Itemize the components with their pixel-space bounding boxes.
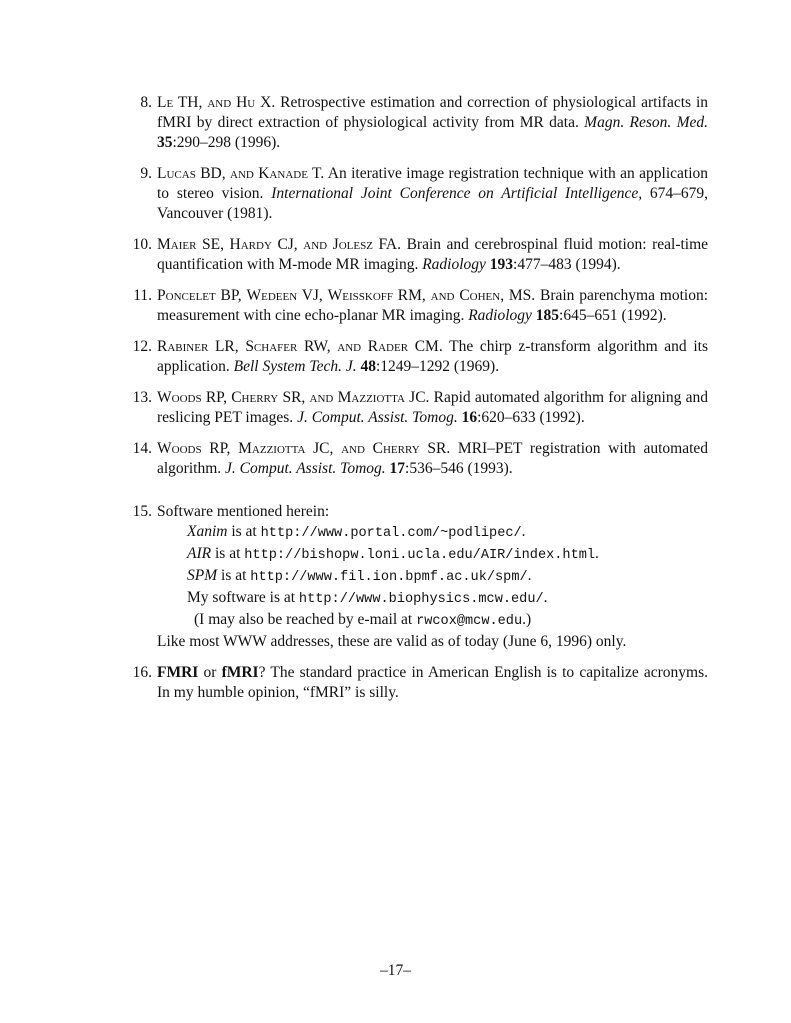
reference-authors: Rabiner LR, Schafer RW, and Rader CM. [157, 338, 443, 355]
reference-title: The chirp z-transform algorithm and its application. [157, 338, 708, 375]
software-url[interactable]: http://bishopw.loni.ucla.edu/AIR/index.html [244, 548, 596, 563]
reference-authors: Woods RP, Mazziotta JC, and Cherry SR. [157, 440, 451, 457]
reference-number: 8. [140, 94, 152, 111]
reference-number: 15. [132, 503, 152, 520]
reference-16: 16. FMRI or fMRI? The standard practice in American English is to capitalize acronyms. In my humble opinion, “fMRI” is silly. [128, 663, 708, 703]
reference-number: 14. [132, 440, 152, 457]
reference-title: Rapid automated algorithm for aligning and reslicing PET images. [157, 389, 708, 426]
reference-title: Brain parenchyma motion: measurement with cine echo-planar MR imaging. [157, 287, 709, 324]
volume: 48 [360, 358, 376, 375]
reference-number: 10. [132, 236, 152, 253]
journal-name: J. Comput. Assist. Tomog. [297, 409, 458, 426]
reference-number: 9. [140, 165, 152, 182]
bold-term: fMRI [221, 664, 259, 681]
reference-authors: Lucas BD, and Kanade T. [157, 165, 325, 182]
volume: 17 [389, 460, 406, 477]
journal-name: Radiology [468, 307, 532, 324]
pages-year: :290–298 (1996). [172, 134, 281, 151]
software-note: Like most WWW addresses, these are valid as of today (June 6, 1996) only. [157, 633, 627, 650]
reference-15 [128, 502, 708, 652]
volume: 193 [489, 256, 514, 273]
pages-year: 674–679, Vancouver (1981). [157, 185, 709, 222]
email-line: (I may also be reached by e-mail at rwcox@mcw.edu.) [194, 611, 532, 629]
volume: 35 [157, 134, 173, 151]
software-name: AIR [187, 545, 212, 562]
software-line: Xanim is at http://www.portal.com/~podlipec/. [187, 523, 526, 541]
page-number: –17– [380, 962, 411, 979]
journal-name: Magn. Reson. Med. [584, 114, 708, 131]
reference-text: ? The standard practice in American English is to capitalize acronyms. In my humble opinion, “fMRI” is silly. [157, 664, 708, 701]
journal-name: Radiology [422, 256, 486, 273]
pages-year: :620–633 (1992). [477, 409, 585, 426]
reference-10 [128, 235, 708, 275]
pages-year: :1249–1292 (1969). [375, 358, 500, 375]
software-line: SPM is at http://www.fil.ion.bpmf.ac.uk/spm/. [187, 567, 532, 585]
reference-authors: Woods RP, Cherry SR, and Mazziotta JC. [157, 389, 430, 406]
reference-list [128, 93, 708, 490]
software-line: AIR is at http://bishopw.loni.ucla.edu/AIR/index.html. [187, 545, 599, 563]
reference-14 [128, 439, 708, 479]
pages-year: :477–483 (1994). [513, 256, 621, 273]
reference-11 [128, 286, 708, 326]
reference-9 [128, 164, 708, 224]
volume: 16 [461, 409, 478, 426]
journal-name: International Joint Conference on Artificial Intelligence, [271, 185, 643, 202]
journal-name: J. Comput. Assist. Tomog. [225, 460, 386, 477]
reference-number: 13. [132, 389, 152, 406]
reference-title: MRI–PET registration with automated algorithm. [157, 440, 709, 477]
reference-12 [128, 337, 708, 377]
pages-year: :536–546 (1993). [405, 460, 513, 477]
reference-title: Retrospective estimation and correction of physiological artifacts in fMRI by direct extraction of physiological activity from MR data. [157, 94, 709, 131]
email-address: rwcox@mcw.edu [416, 614, 523, 629]
reference-authors: Le TH, and Hu X. [157, 94, 276, 111]
reference-13 [128, 388, 708, 428]
software-url[interactable]: http://www.portal.com/~podlipec/ [260, 526, 522, 541]
reference-number: 16. [132, 664, 152, 681]
bold-term: FMRI [157, 664, 199, 681]
software-name: Xanim [187, 523, 228, 540]
reference-title: Brain and cerebrospinal fluid motion: real-time quantification with M-mode MR imaging. [157, 236, 709, 273]
software-url[interactable]: http://www.biophysics.mcw.edu/ [298, 592, 544, 607]
reference-8 [128, 93, 708, 153]
software-name: SPM [187, 567, 218, 584]
software-url[interactable]: http://www.fil.ion.bpmf.ac.uk/spm/ [250, 570, 528, 585]
journal-name: Bell System Tech. J. [233, 358, 357, 375]
reference-list-continued [128, 502, 708, 714]
pages-year: :645–651 (1992). [559, 307, 667, 324]
reference-authors: Maier SE, Hardy CJ, and Jolesz FA. [157, 236, 401, 253]
software-intro: Software mentioned herein: [157, 503, 330, 520]
software-line: My software is at http://www.biophysics.mcw.edu/. [187, 589, 548, 607]
reference-number: 12. [132, 338, 152, 355]
reference-title: An iterative image registration technique with an application to stereo vision. [157, 165, 708, 202]
reference-number: 11. [133, 287, 152, 304]
volume: 185 [535, 307, 560, 324]
reference-authors: Poncelet BP, Wedeen VJ, Weisskoff RM, and Cohen, MS. [157, 287, 536, 304]
